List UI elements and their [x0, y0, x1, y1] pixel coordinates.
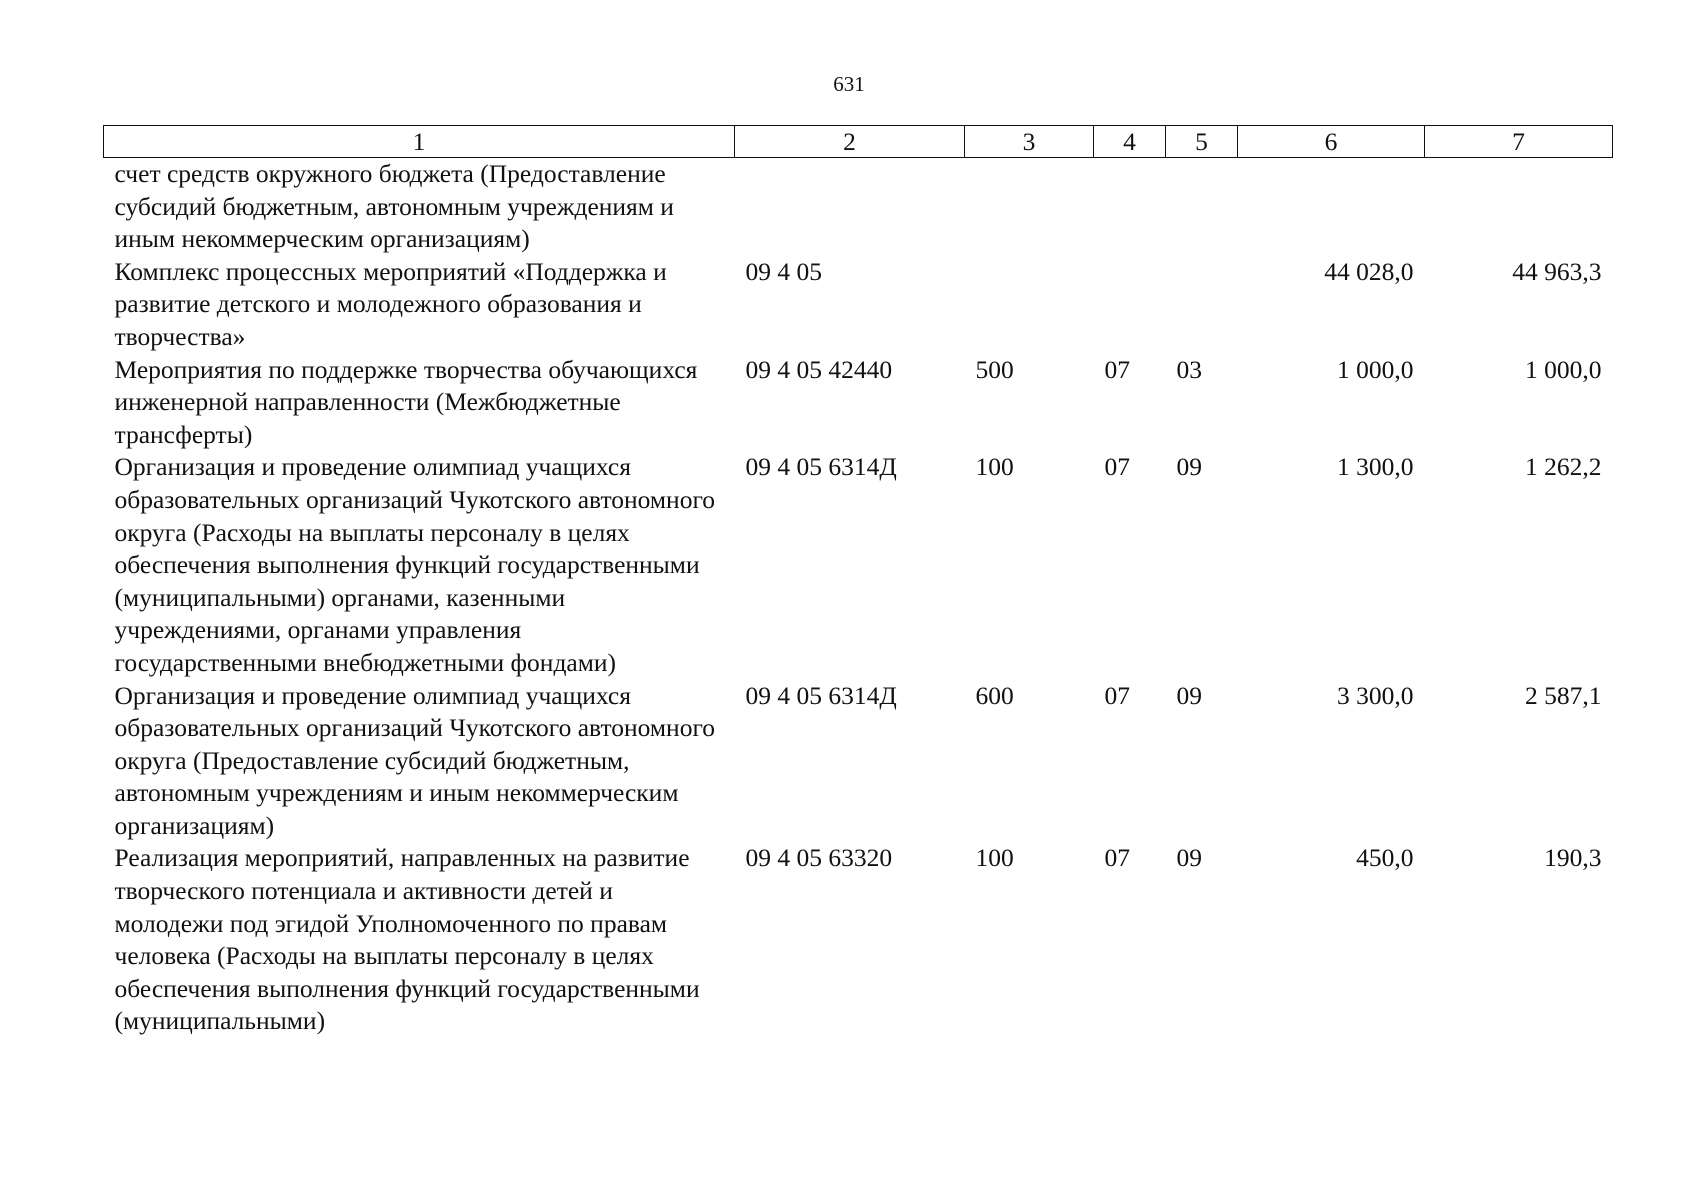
row-expense-type: 100: [975, 452, 1014, 482]
row-amount-6: 450,0: [1356, 843, 1414, 873]
row-code: [735, 158, 965, 256]
column-header-5: 5: [1166, 126, 1238, 158]
row-section: 07: [1104, 680, 1130, 710]
row-section: 07: [1104, 354, 1130, 384]
column-header-4: 4: [1094, 126, 1166, 158]
row-subsection: 09: [1176, 452, 1202, 482]
row-subsection: [1166, 256, 1238, 354]
table-row: [104, 158, 1613, 256]
table-row: [104, 842, 1613, 1038]
row-name: счет средств окружного бюджета (Предоставление субсидий бюджетным, автономным учреждениям и иным некоммерческим организациям): [114, 159, 674, 254]
row-amount-6: 3 300,0: [1337, 680, 1414, 710]
row-code: 09 4 05 6314Д: [745, 452, 897, 482]
table-row: [104, 680, 1613, 843]
column-header-2: 2: [735, 126, 965, 158]
column-header-1: 1: [104, 126, 735, 158]
row-code: 09 4 05 63320: [745, 843, 893, 873]
row-section: 07: [1104, 452, 1130, 482]
row-amount-6: 44 028,0: [1324, 256, 1414, 286]
row-amount-6: 1 300,0: [1337, 452, 1414, 482]
row-expense-type: 500: [975, 354, 1014, 384]
row-code: 09 4 05 42440: [745, 354, 893, 384]
row-section: [1094, 256, 1166, 354]
column-header-3: 3: [965, 126, 1094, 158]
row-code: 09 4 05: [745, 256, 822, 286]
row-amount-6: [1238, 158, 1425, 256]
row-code: 09 4 05 6314Д: [745, 680, 897, 710]
table-row: [104, 451, 1613, 679]
row-amount-7: 1 000,0: [1525, 354, 1602, 384]
row-name: Реализация мероприятий, направленных на развитие творческого потенциала и активности детей и молодежи под эгидой Уполномоченного по правам человека (Расходы на выплаты персоналу в целях обеспечения выполнения функций государственными (муниципальными): [114, 843, 700, 1036]
row-amount-7: [1425, 158, 1613, 256]
row-amount-7: 44 963,3: [1512, 256, 1602, 286]
table-row: [104, 256, 1613, 354]
column-header-7: 7: [1425, 126, 1613, 158]
row-subsection: 09: [1176, 680, 1202, 710]
table-row: [104, 354, 1613, 452]
row-expense-type: [965, 158, 1094, 256]
row-expense-type: [965, 256, 1094, 354]
row-section: [1094, 158, 1166, 256]
row-subsection: 09: [1176, 843, 1202, 873]
row-amount-7: 190,3: [1544, 843, 1602, 873]
row-name: Мероприятия по поддержке творчества обучающихся инженерной направленности (Межбюджетные трансферты): [114, 354, 698, 449]
column-number-row: [104, 126, 1613, 158]
row-amount-7: 2 587,1: [1525, 680, 1602, 710]
row-subsection: 03: [1176, 354, 1202, 384]
page-number: 631: [833, 72, 865, 96]
row-amount-6: 1 000,0: [1337, 354, 1414, 384]
row-name: Организация и проведение олимпиад учащихся образовательных организаций Чукотского автономного округа (Предоставление субсидий бюджетным, автономным учреждениям и иным некоммерческим организациям): [114, 680, 716, 840]
row-section: 07: [1104, 843, 1130, 873]
row-expense-type: 100: [975, 843, 1014, 873]
table-body: [104, 158, 1613, 1039]
row-expense-type: 600: [975, 680, 1014, 710]
row-name: Организация и проведение олимпиад учащихся образовательных организаций Чукотского автономного округа (Расходы на выплаты персоналу в целях обеспечения выполнения функций государственными (муниципальными) органами, казенными учреждениями, органами управления государственными внебюджетными фондами): [114, 452, 716, 677]
row-name: Комплекс процессных мероприятий «Поддержка и развитие детского и молодежного образования и творчества»: [114, 256, 667, 351]
row-amount-7: 1 262,2: [1525, 452, 1602, 482]
column-header-6: 6: [1238, 126, 1425, 158]
budget-table: [103, 125, 1613, 1038]
row-subsection: [1166, 158, 1238, 256]
